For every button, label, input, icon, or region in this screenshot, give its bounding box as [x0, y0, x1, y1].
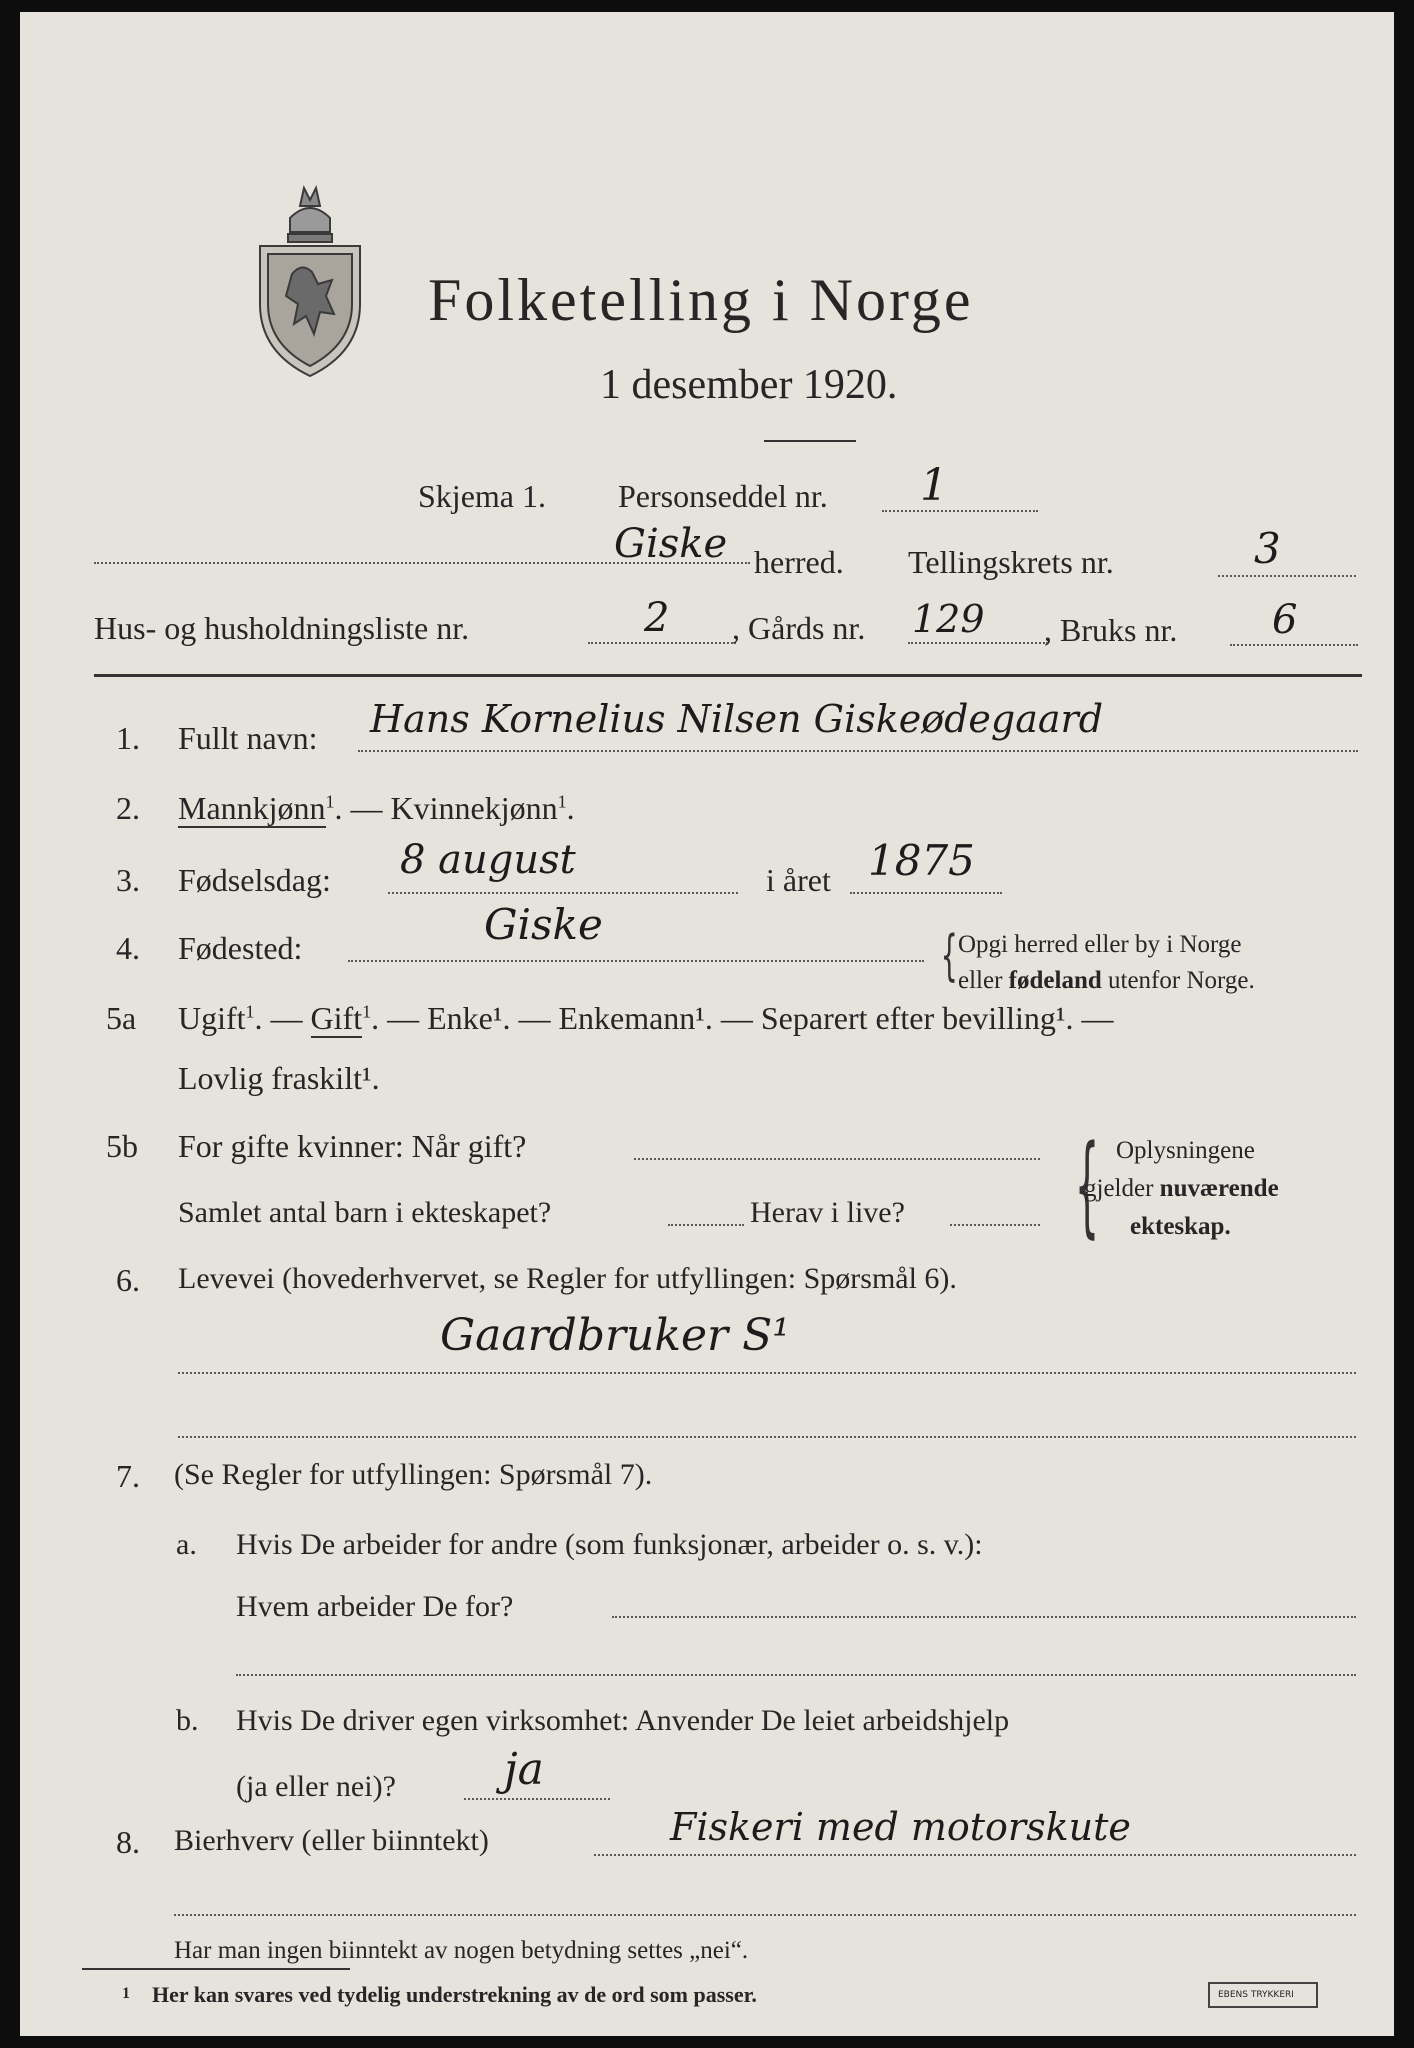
q5b-note-a: gjelder [1084, 1175, 1160, 1202]
married-date-field-line [634, 1158, 1040, 1160]
q3-label: Fødselsdag: [178, 862, 331, 898]
q4-note-a: eller [958, 967, 1009, 994]
q5b-label-alive: Herav i live? [750, 1196, 905, 1229]
side-income-value[interactable]: Fiskeri med motorskute [670, 1805, 1131, 1849]
q7b-line2: (ja eller nei)? [236, 1770, 396, 1803]
full-name-value[interactable]: Hans Kornelius Nilsen Giskeødegaard [370, 697, 1104, 741]
q3-number: 3. [116, 862, 140, 898]
option-lovlig-fraskilt[interactable]: Lovlig fraskilt¹. [178, 1060, 380, 1096]
option-gift[interactable]: Gift [310, 1000, 363, 1036]
birth-day-field-line [388, 892, 738, 894]
q4-number: 4. [116, 930, 140, 966]
q2-end: . [566, 790, 575, 826]
birth-day-value[interactable]: 8 august [400, 837, 576, 883]
q4-note-b: fødeland [1008, 967, 1102, 994]
q4-note-line1: Opgi herred eller by i Norge [958, 931, 1242, 958]
q4-label: Fødested: [178, 930, 303, 966]
personseddel-label: Personseddel nr. [618, 478, 828, 514]
birthplace-value[interactable]: Giske [484, 900, 603, 949]
q6-label: Levevei (hovederhvervet, se Regler for utfyllingen: Spørsmål 6). [178, 1262, 957, 1295]
q5b-note-b: nuværende [1159, 1175, 1279, 1202]
q3-year-label: i året [766, 862, 831, 898]
bruks-field-line [1230, 644, 1358, 646]
q4-note-c: utenfor Norge. [1101, 967, 1255, 994]
q7-number: 7. [116, 1458, 140, 1494]
q1-label: Fullt navn: [178, 720, 318, 756]
gards-label: , Gårds nr. [732, 610, 866, 646]
personseddel-field-line [882, 510, 1038, 512]
q7b-letter: b. [176, 1704, 199, 1737]
bruks-value[interactable]: 6 [1272, 597, 1298, 643]
side-income-field-line-1 [594, 1854, 1356, 1856]
option-female[interactable]: . — Kvinnekjønn [334, 790, 558, 826]
alive-field-line [950, 1224, 1040, 1226]
q5a-number: 5a [106, 1000, 137, 1036]
birth-year-field-line [850, 892, 1002, 894]
option-male[interactable]: Mannkjønn [178, 790, 326, 826]
tellingskrets-field-line [1218, 575, 1356, 577]
occupation-field-line-1 [178, 1372, 1356, 1374]
q5b-brace: { [1074, 1121, 1100, 1249]
section-divider [94, 674, 1362, 677]
bruks-label: , Bruks nr. [1044, 612, 1178, 648]
q7a-line1: Hvis De arbeider for andre (som funksjonær, arbeider o. s. v.): [236, 1528, 983, 1561]
q5b-label-children: Samlet antal barn i ekteskapet? [178, 1196, 552, 1229]
occupation-value[interactable]: Gaardbruker S¹ [440, 1310, 790, 1361]
footer-mark: 1 [122, 1985, 130, 2002]
q5b-note-line1: Oplysningene [1116, 1137, 1255, 1164]
personseddel-number-value[interactable]: 1 [920, 460, 948, 511]
q5a-sep: . — [254, 1000, 311, 1036]
herred-label: herred. [754, 544, 844, 580]
q2-options: Mannkjønn$^1$. — Kvinnekjønn$^1$. [178, 790, 575, 826]
occupation-field-line-2 [178, 1436, 1356, 1438]
norwegian-coat-of-arms-icon [252, 184, 368, 380]
herred-value[interactable]: Giske [614, 521, 728, 567]
census-date: 1 desember 1920. [600, 362, 898, 408]
children-field-line [668, 1224, 744, 1226]
q5a-options: Ugift$^1$. — Gift$^1$. — Enke¹. — Enkemann¹. — Separert efter bevilling¹. — [178, 1000, 1114, 1036]
q4-note-line2 [958, 968, 1255, 993]
q7b-line1: Hvis De driver egen virksomhet: Anvender De leiet arbeidshjelp [236, 1704, 1010, 1737]
form-title: Folketelling i Norge [428, 267, 974, 333]
birth-year-value[interactable]: 1875 [868, 836, 975, 885]
side-income-field-line-2 [174, 1914, 1356, 1916]
footer-note: Her kan svares ved tydelig understrekning av de ord som passer. [152, 1982, 757, 2007]
hired-help-value[interactable]: ja [504, 1744, 544, 1795]
employer-field-line-1 [612, 1616, 1356, 1618]
skjema-label: Skjema 1. [418, 478, 546, 514]
printer-stamp [1208, 1982, 1318, 2008]
husholdningsliste-field-line [588, 642, 736, 644]
q1-number: 1. [116, 720, 140, 756]
full-name-field-line [358, 750, 1358, 752]
q7-label: (Se Regler for utfyllingen: Spørsmål 7). [174, 1458, 653, 1491]
q7a-letter: a. [176, 1528, 197, 1561]
q8-note: Har man ingen biinntekt av nogen betydning settes „nei“. [174, 1937, 749, 1964]
q2-number: 2. [116, 790, 140, 826]
q7a-line2: Hvem arbeider De for? [236, 1590, 514, 1623]
footer-divider [82, 1968, 350, 1970]
q4-brace: { [940, 924, 958, 987]
husholdningsliste-value[interactable]: 2 [644, 595, 670, 641]
hired-help-field-line [464, 1798, 610, 1800]
employer-field-line-2 [236, 1674, 1356, 1676]
birthplace-field-line [348, 960, 924, 962]
q5b-note-line2 [1084, 1176, 1279, 1201]
gards-value[interactable]: 129 [912, 597, 985, 641]
census-form [20, 12, 1394, 2036]
option-rest[interactable]: . — Enke¹. — Enkemann¹. — Separert efter bevilling¹. — [371, 1000, 1114, 1036]
tellingskrets-label: Tellingskrets nr. [908, 544, 1114, 580]
q6-number: 6. [116, 1262, 140, 1298]
printer-stamp-text: EBENS TRYKKERI [1218, 1990, 1294, 2000]
gards-field-line [908, 642, 1048, 644]
q5b-note-line3: ekteskap. [1130, 1213, 1231, 1240]
q8-label: Bierhverv (eller biinntekt) [174, 1824, 489, 1857]
header-divider [764, 440, 856, 442]
q8-number: 8. [116, 1824, 140, 1860]
tellingskrets-value[interactable]: 3 [1254, 524, 1281, 573]
option-ugift[interactable]: Ugift [178, 1000, 246, 1036]
q5b-number: 5b [106, 1128, 138, 1164]
husholdningsliste-label: Hus- og husholdningsliste nr. [94, 610, 470, 646]
q5b-label-married: For gifte kvinner: Når gift? [178, 1128, 527, 1164]
